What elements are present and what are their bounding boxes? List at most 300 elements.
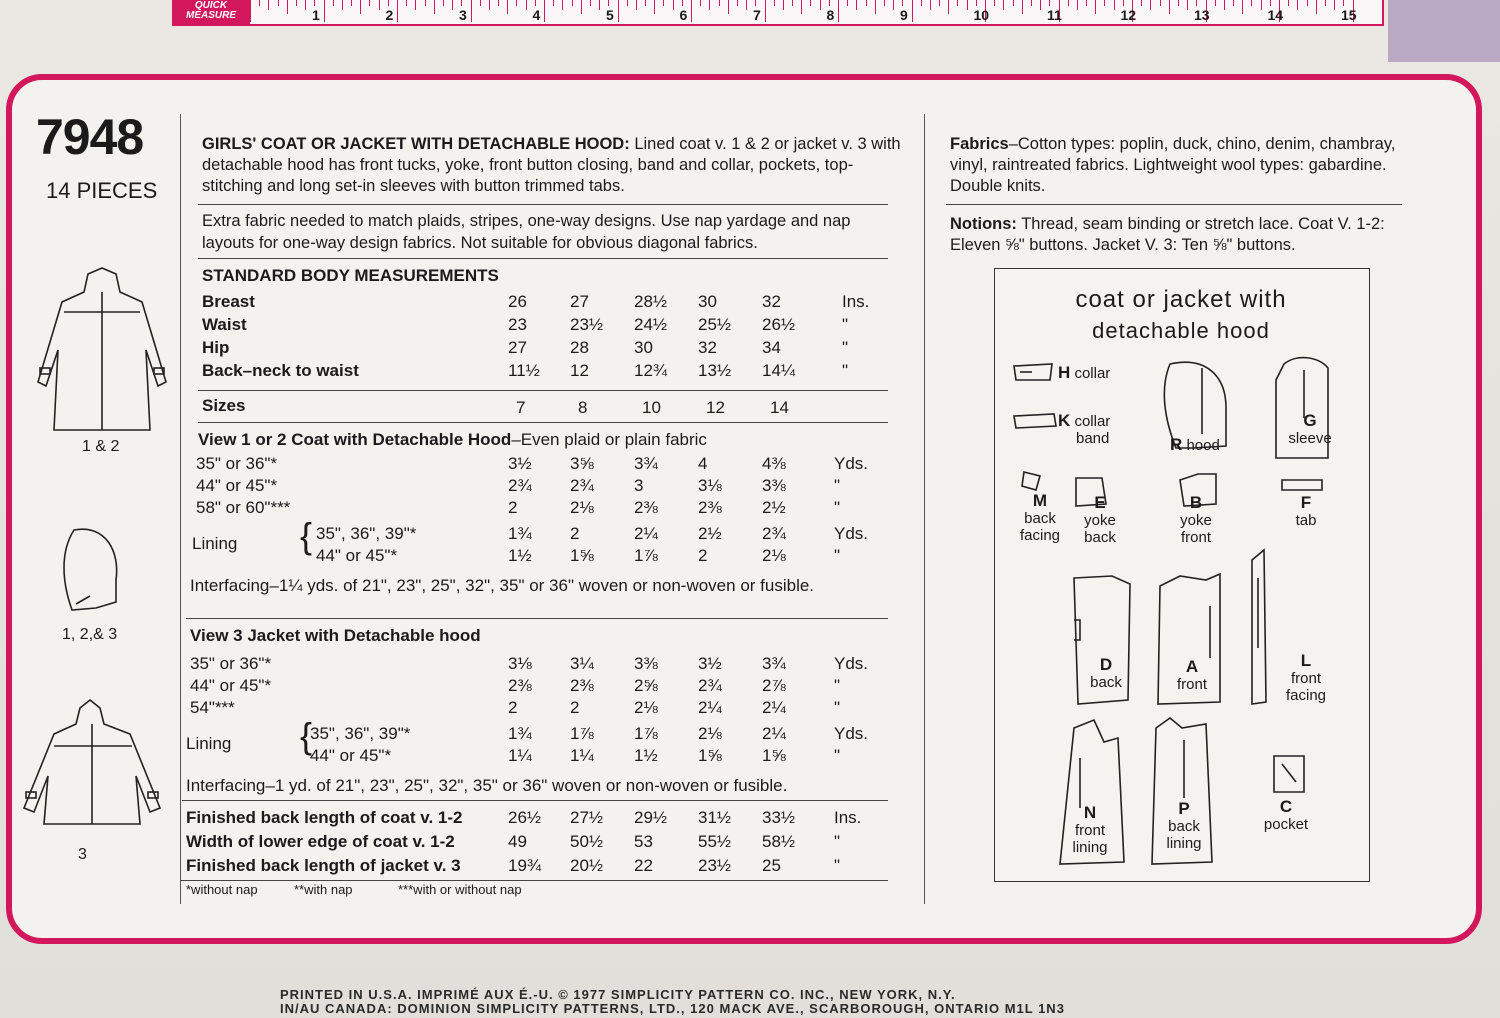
unit-label: " (842, 338, 849, 357)
row-label-bold: Breast (202, 292, 255, 311)
ruler-tick (1141, 0, 1142, 6)
piece-letter: C (1279, 797, 1293, 816)
row-label-bold: Finished back length of coat v. 1-2 (186, 808, 463, 827)
table-value: 26 (508, 292, 527, 311)
ruler-tick (1169, 0, 1170, 14)
piece-m-back-facing-icon (1022, 472, 1040, 490)
piece-label-n (1058, 804, 1122, 856)
table-value: 2⅛ (762, 546, 786, 565)
divider (182, 800, 888, 801)
table-value: 29½ (634, 808, 668, 827)
table-value: 30 (698, 292, 717, 311)
piece-name: front (1180, 529, 1211, 546)
view12-heading (198, 430, 707, 450)
ruler-tick (1150, 0, 1151, 10)
ruler-tick (562, 0, 563, 10)
table-value: 32 (762, 292, 781, 311)
divider (946, 204, 1402, 205)
ruler-tick (1114, 0, 1115, 10)
table-value: 2 (570, 698, 580, 717)
printer-line2: IN/AU CANADA: DOMINION SIMPLICITY PATTERNS, LTD., 120 MACK AVE., SCARBOROUGH, ONTARIO M1L 1N3 (280, 1001, 1065, 1016)
ruler-number: 12 (1120, 7, 1137, 23)
table-value: 2 (570, 524, 580, 543)
view12-subtitle: –Even plaid or plain fabric (511, 430, 707, 449)
ruler-tick (856, 0, 857, 10)
table-value: 3⅝ (570, 454, 594, 473)
fabric-note: Extra fabric needed to match plaids, stripes, one-way designs. Use nap yardage and nap layouts for one-way design fabrics. Not suitable for obvious diagonal fabrics. (202, 212, 851, 252)
table-value: 2¾ (762, 524, 786, 543)
piece-letter: B (1189, 493, 1203, 512)
ruler-number: 7 (753, 7, 761, 23)
ruler-tick (1187, 0, 1188, 10)
unit-label: Yds. (834, 454, 869, 473)
table-value: 22 (634, 856, 653, 875)
table-value: 2¾ (570, 476, 594, 495)
ruler-tick (480, 0, 481, 6)
ruler-tick (544, 0, 545, 22)
table-value: 2¾ (698, 676, 722, 695)
table-value: 2¼ (762, 698, 786, 717)
ruler-tick (719, 0, 720, 6)
table-value: 3½ (698, 654, 722, 673)
ruler-tick (278, 0, 279, 6)
ruler-tick (792, 0, 793, 6)
table-value: 2⅞ (762, 676, 786, 695)
coat-sketch-icon (22, 262, 182, 442)
ruler-number: 14 (1267, 7, 1284, 23)
ruler-tick (305, 0, 306, 10)
ruler-tick (314, 0, 315, 6)
ruler-tick (737, 0, 738, 6)
notions-section (950, 214, 1410, 256)
measurements-heading: STANDARD BODY MEASUREMENTS (202, 266, 499, 285)
ruler-number: 10 (973, 7, 990, 23)
row-label-bold: Width of lower edge of coat v. 1-2 (186, 832, 455, 851)
piece-letter: P (1178, 799, 1190, 818)
piece-name: collar (1074, 365, 1111, 382)
table-value: 31½ (698, 808, 732, 827)
ruler-scale (250, 0, 1380, 24)
unit-label: " (834, 856, 841, 875)
table-value: 34 (762, 338, 781, 357)
piece-label-c (1254, 798, 1318, 833)
ruler-tick (967, 0, 968, 10)
piece-label-h (1058, 364, 1148, 382)
ruler-tick (1196, 0, 1197, 6)
sizes-label: Sizes (202, 396, 246, 415)
ruler-tick (1316, 0, 1317, 14)
piece-name: tab (1295, 512, 1317, 529)
view-label-3: 3 (78, 846, 87, 863)
view-label-1-2-3: 1, 2,& 3 (62, 626, 118, 643)
ruler-tick (765, 0, 766, 22)
piece-name: hood (1186, 437, 1220, 454)
piece-name: back (1168, 818, 1200, 835)
ruler-number: 4 (532, 7, 541, 23)
ruler-tick (516, 0, 517, 6)
ruler-tick (948, 0, 949, 14)
divider (198, 422, 888, 423)
table-value: 25 (762, 856, 781, 875)
ruler-tick (1160, 0, 1161, 6)
piece-letter: L (1300, 651, 1312, 670)
pieces-title-line1: coat or jacket with (1075, 286, 1287, 313)
unit-label: " (834, 676, 841, 695)
table-value: 33½ (762, 808, 796, 827)
piece-name: yoke (1084, 512, 1116, 529)
ruler-tick (397, 0, 398, 22)
table-value: 2 (508, 498, 518, 517)
row-label-bold: Waist (202, 315, 247, 334)
column-divider (924, 114, 925, 904)
view3-interfacing: Interfacing–1 yd. of 21", 23", 25", 32", 35" or 36" woven or non-woven or fusible. (186, 776, 788, 795)
view-label-1-2: 1 & 2 (82, 438, 120, 455)
ruler-tick (489, 0, 490, 10)
ruler-tick (461, 0, 462, 6)
brace-icon: { (300, 715, 313, 756)
description-title: GIRLS' COAT OR JACKET WITH DETACHABLE HOOD: (202, 135, 630, 153)
ruler-tick (1334, 0, 1335, 10)
table-value: 58½ (762, 832, 796, 851)
piece-h-collar-icon (1014, 364, 1052, 380)
ruler-tick (930, 0, 931, 10)
ruler-tick (434, 0, 435, 14)
ruler-tick (1086, 0, 1087, 6)
ruler-tick (921, 0, 922, 6)
piece-l-front-facing-icon (1252, 550, 1266, 704)
ruler-tick (369, 0, 370, 6)
piece-label-r (1170, 436, 1260, 454)
ruler-tick (636, 0, 637, 10)
ruler-tick (535, 0, 536, 6)
ruler-tick (1251, 0, 1252, 6)
ruler-tick (443, 0, 444, 6)
ruler-tick (379, 0, 380, 10)
piece-name: front (1074, 822, 1105, 839)
ruler-tick (1307, 0, 1308, 6)
row-label: 44" or 45"* (190, 676, 272, 695)
table-value: 4 (698, 454, 708, 473)
column-divider (180, 114, 181, 904)
ruler-tick (1215, 0, 1216, 6)
table-value: 55½ (698, 832, 732, 851)
table-value: 50½ (570, 832, 604, 851)
row-label: 44" or 45"* (310, 746, 392, 765)
ruler-tick (296, 0, 297, 6)
table-value: 27 (570, 292, 589, 311)
row-label: 35" or 36"* (190, 654, 272, 673)
table-value: 28 (570, 338, 589, 357)
piece-count: 14 PIECES (46, 178, 158, 203)
piece-label-m (1008, 492, 1072, 544)
fabrics-label: Fabrics (950, 135, 1009, 153)
table-value: 1½ (634, 746, 658, 765)
ruler-tick (360, 0, 361, 14)
unit-label: " (834, 498, 841, 517)
piece-letter: K (1058, 411, 1071, 430)
table-value: 1⅞ (570, 724, 594, 743)
view12-title: View 1 or 2 Coat with Detachable Hood (198, 430, 512, 449)
table-value: 2⅝ (634, 676, 658, 695)
table-value: 30 (634, 338, 653, 357)
table-value: 1¼ (508, 746, 532, 765)
fabrics-text: –Cotton types: poplin, duck, chino, denim, chambray, vinyl, raintreated fabrics. Lightweight wool types: gabardine. Double knits. (950, 135, 1396, 195)
ruler-tick (673, 0, 674, 10)
unit-label: Ins. (842, 292, 870, 311)
unit-label: " (834, 746, 841, 765)
table-value: 1½ (508, 546, 532, 565)
table-value: 2¾ (508, 476, 532, 495)
ruler-tick (581, 0, 582, 14)
background-surface (1388, 0, 1500, 62)
table-value: 2 (508, 698, 518, 717)
table-value: 2½ (762, 498, 786, 517)
table-value: 3¾ (762, 654, 786, 673)
ruler-tick (1040, 0, 1041, 10)
unit-label: " (842, 361, 849, 380)
piece-letter: D (1099, 655, 1113, 674)
table-value: 19¾ (508, 856, 542, 875)
ruler-tick (526, 0, 527, 10)
ruler-tick (388, 0, 389, 6)
table-value: 3¼ (570, 654, 594, 673)
unit-label: " (842, 315, 849, 334)
divider (198, 390, 888, 391)
ruler-tick (608, 0, 609, 6)
table-value: 2⅛ (570, 498, 594, 517)
pattern-number: 7948 (36, 109, 144, 165)
table-value: 3 (634, 476, 644, 495)
piece-label-a (1160, 658, 1224, 693)
ruler-tick (618, 0, 619, 22)
hood-sketch-icon (56, 522, 126, 622)
table-value: 2⅛ (634, 698, 658, 717)
table-value: 2¼ (634, 524, 658, 543)
piece-name: back (1024, 510, 1056, 527)
ruler-tick (627, 0, 628, 6)
ruler-tick (1095, 0, 1096, 14)
ruler-tick (654, 0, 655, 14)
unit-label: " (834, 476, 841, 495)
ruler-tick (1013, 0, 1014, 6)
lining-label: Lining (186, 734, 232, 753)
piece-name: pocket (1263, 816, 1309, 833)
pieces-title-line2: detachable hood (1092, 318, 1270, 343)
table-value: 2⅜ (634, 498, 658, 517)
ruler-tick (820, 0, 821, 10)
ruler-tick (1178, 0, 1179, 6)
table-value: 4⅜ (762, 454, 786, 473)
ruler-tick (810, 0, 811, 6)
ruler-tick (250, 0, 251, 22)
ruler-tick (884, 0, 885, 6)
ruler-number: 6 (679, 7, 688, 23)
piece-letter: N (1083, 803, 1097, 822)
piece-label-b (1164, 494, 1228, 546)
table-value: 23½ (698, 856, 732, 875)
ruler-tick (875, 0, 876, 14)
unit-label: Yds. (834, 654, 869, 673)
table-value: 28½ (634, 292, 668, 311)
ruler-tick (1049, 0, 1050, 6)
piece-f-tab-icon (1282, 480, 1322, 490)
ruler-tick (700, 0, 701, 6)
table-value: 1⅞ (634, 724, 658, 743)
piece-letter: R (1170, 435, 1183, 454)
size-value: 12 (706, 398, 725, 417)
piece-letter: M (1032, 491, 1048, 510)
ruler-tick (1270, 0, 1271, 6)
row-label: 35", 36", 39"* (316, 524, 417, 543)
footnote-with-or-without-nap: ***with or without nap (398, 882, 522, 897)
ruler-tick (912, 0, 913, 22)
table-value: 27 (508, 338, 527, 357)
piece-letter: E (1094, 493, 1106, 512)
ruler-tick (893, 0, 894, 10)
size-value: 7 (516, 398, 526, 417)
ruler-tick (838, 0, 839, 22)
ruler-number: 5 (606, 7, 614, 23)
ruler-tick (1288, 0, 1289, 6)
piece-label-d (1074, 656, 1138, 691)
ruler-tick (1022, 0, 1023, 14)
ruler-tick (645, 0, 646, 6)
table-value: 3½ (508, 454, 532, 473)
table-value: 26½ (762, 315, 796, 334)
table-value: 3⅜ (762, 476, 786, 495)
ruler-tick (755, 0, 756, 6)
ruler-tick (957, 0, 958, 6)
ruler-label: QUICK MEASURE (172, 0, 250, 24)
unit-label: Yds. (834, 524, 869, 543)
table-value: 1⅝ (570, 546, 594, 565)
table-value: 27½ (570, 808, 604, 827)
table-value: 1¾ (508, 524, 532, 543)
ruler-tick (783, 0, 784, 10)
divider (198, 204, 888, 205)
ruler-tick (994, 0, 995, 6)
piece-letter: H (1058, 363, 1071, 382)
piece-letter: F (1300, 493, 1312, 512)
lining-label: Lining (192, 534, 238, 553)
ruler-tick (268, 0, 269, 10)
ruler-tick (1343, 0, 1344, 6)
table-value: 32 (698, 338, 717, 357)
unit-label: Yds. (834, 724, 869, 743)
piece-name: lining (1072, 839, 1108, 856)
ruler-tick (1104, 0, 1105, 6)
piece-name: collar (1074, 413, 1111, 430)
ruler-tick (507, 0, 508, 14)
table-value: 2⅛ (698, 724, 722, 743)
unit-label: " (834, 832, 841, 851)
piece-name: lining (1166, 835, 1202, 852)
ruler-number: 2 (385, 7, 394, 23)
ruler-tick (1325, 0, 1326, 6)
printer-line1: PRINTED IN U.S.A. IMPRIMÉ AUX É.-U. © 1977 SIMPLICITY PATTERN CO. INC., NEW YORK, N.Y. (280, 987, 956, 1002)
row-label-bold: Back–neck to waist (202, 361, 359, 380)
ruler-tick (425, 0, 426, 6)
footnote-with-nap: **with nap (294, 882, 353, 897)
table-value: 2⅜ (698, 498, 722, 517)
ruler-tick (709, 0, 710, 10)
table-value: 23½ (570, 315, 604, 334)
footnote-without-nap: *without nap (186, 882, 258, 897)
ruler-tick (847, 0, 848, 6)
ruler-tick (866, 0, 867, 6)
piece-name: band (1076, 430, 1110, 447)
piece-label-e (1068, 494, 1132, 546)
piece-label-f (1274, 494, 1338, 529)
table-value: 3⅛ (698, 476, 722, 495)
ruler-tick (829, 0, 830, 6)
ruler-tick (939, 0, 940, 6)
ruler-tick (774, 0, 775, 6)
fabrics-section (950, 134, 1410, 197)
ruler-tick (471, 0, 472, 22)
ruler-tick (1233, 0, 1234, 6)
piece-label-k (1058, 412, 1148, 447)
pattern-description (202, 134, 902, 197)
piece-name: back (1084, 529, 1116, 546)
row-label-bold: Hip (202, 338, 230, 357)
table-value: 2½ (698, 524, 722, 543)
ruler-tick (333, 0, 334, 6)
ruler-tick (1031, 0, 1032, 6)
table-value: 3¾ (634, 454, 658, 473)
view12-interfacing: Interfacing–1¼ yds. of 21", 23", 25", 32", 35" or 36" woven or non-woven or fusible. (190, 576, 815, 595)
ruler-tick (1297, 0, 1298, 10)
unit-label: " (834, 698, 841, 717)
table-value: 3⅛ (508, 654, 532, 673)
ruler-tick (1261, 0, 1262, 10)
piece-letter: G (1303, 411, 1317, 430)
ruler-number: 8 (826, 7, 835, 23)
divider (180, 880, 888, 881)
table-value: 2⅜ (508, 676, 532, 695)
table-value: 12¾ (634, 361, 668, 380)
size-value: 8 (578, 398, 588, 417)
divider (186, 618, 888, 619)
pattern-pieces-diagram (994, 268, 1368, 880)
ruler-tick (342, 0, 343, 10)
row-label: 54"*** (190, 698, 235, 717)
table-value: 23 (508, 315, 527, 334)
ruler-number: 11 (1047, 7, 1062, 23)
ruler-tick (1003, 0, 1004, 10)
ruler-tick (572, 0, 573, 6)
ruler-tick (287, 0, 288, 14)
row-label: 44" or 45"* (316, 546, 398, 565)
ruler-tick (682, 0, 683, 6)
table-value: 1¼ (570, 746, 594, 765)
ruler-tick (746, 0, 747, 10)
ruler-tick (590, 0, 591, 6)
ruler-tick (728, 0, 729, 14)
row-label: 44" or 45"* (196, 476, 278, 495)
table-value: 12 (570, 361, 589, 380)
piece-label-p (1152, 800, 1216, 852)
row-label: 35" or 36"* (196, 454, 278, 473)
table-value: 2¼ (762, 724, 786, 743)
ruler-tick (351, 0, 352, 6)
table-value: 1⅞ (634, 546, 658, 565)
table-value: 11½ (508, 361, 540, 380)
ruler-number: 15 (1341, 7, 1357, 23)
piece-label-g (1278, 412, 1342, 447)
ruler-tick (1068, 0, 1069, 6)
ruler-number: 9 (900, 7, 908, 23)
